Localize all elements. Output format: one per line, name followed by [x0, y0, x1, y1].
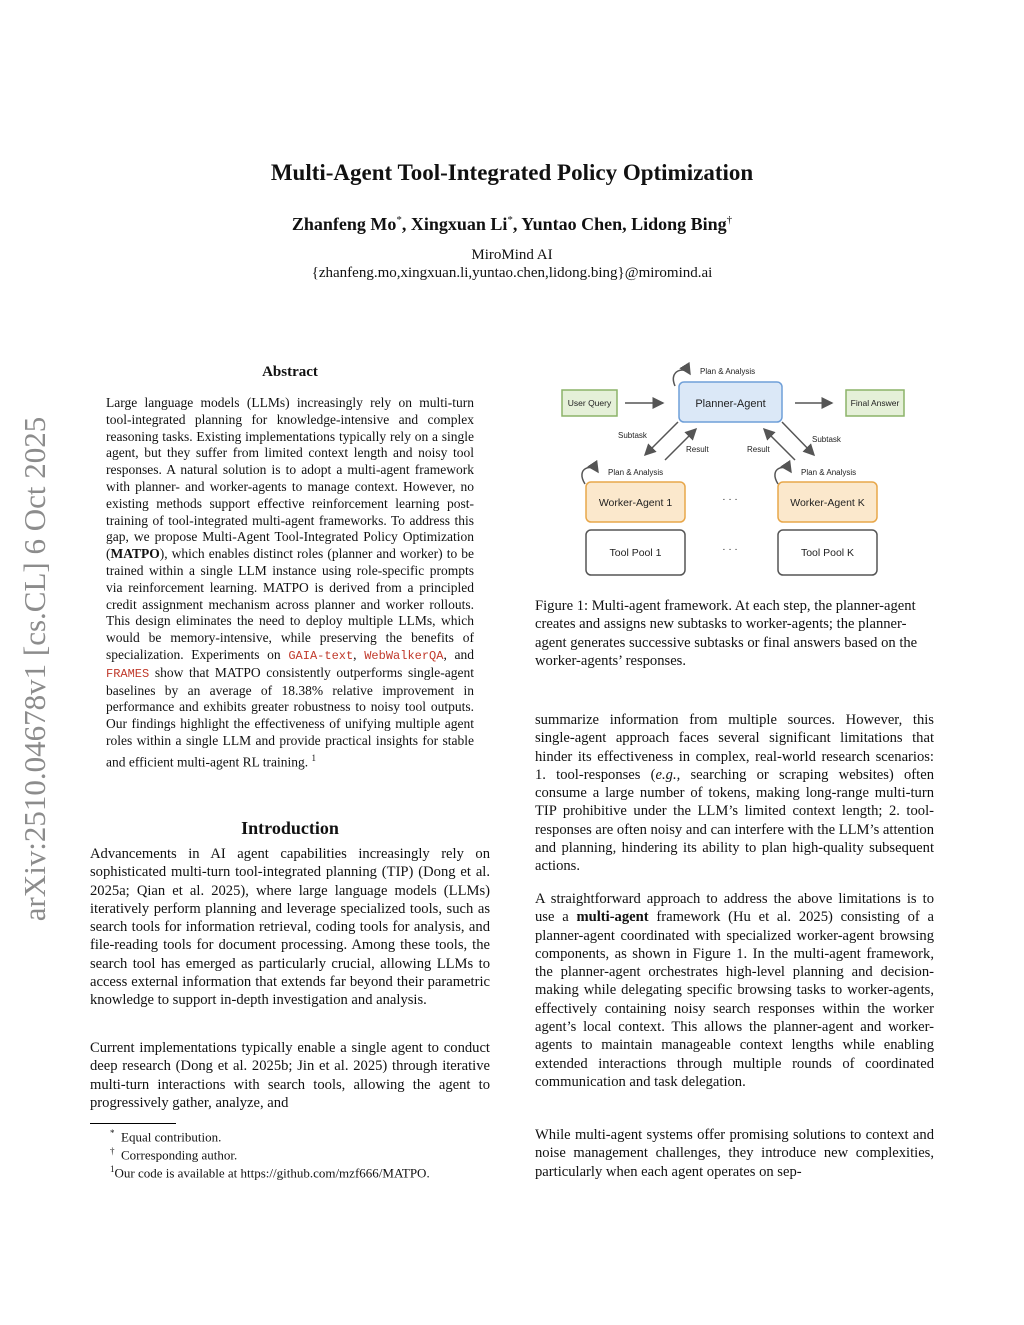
arrow: [782, 422, 814, 455]
user-query-label: User Query: [567, 398, 612, 408]
author-name: Lidong Bing: [631, 214, 727, 234]
abstract-text: Large language models (LLMs) increasingly rely on multi-turn tool-integrated planning for knowledge-intensive and complex reasoning tasks. Existing implementations typically rely on a single agent, but they suffer from limited context length and noisy tool responses. A natural solution is to adopt a multi-agent framework with planner- and worker-agents to manage context. However, no existing methods support effective reinforcement learning post-training of tool-integrated multi-agent frameworks. To address this gap, we propose Multi-Agent Tool-Integrated Policy Optimization (: [106, 395, 474, 562]
abstract-heading: Abstract: [262, 364, 318, 380]
abstract-text: ), which enables distinct roles (planner and worker) to be trained within a single LLM instance using role-specific prompts via reinforcement learning. MATPO is derived from a principled credit assignment mechanism across planner and worker rollouts. This design eliminates the need to deploy multiple LLMs, which would be memory-intensive, while preserving the benefits of specialization. Experiments on: [106, 546, 474, 662]
intro-paragraph-2: Current implementations typically enable a single agent to conduct deep research (Dong et al. 2025b; Jin et al. 2025) through iterative multi-turn interactions with search tools, allowing the agent to progressively gather, analyze, and: [90, 1040, 490, 1111]
arrow: [645, 422, 678, 455]
ellipsis: · · ·: [722, 494, 738, 505]
footnote: [110, 1161, 430, 1181]
footnote-text: Our code is available at https://github.com/mzf666/MATPO.: [114, 1165, 430, 1181]
abstract-text: ,: [353, 646, 365, 662]
author-mark: †: [726, 214, 733, 226]
result-label: Result: [747, 445, 770, 454]
tool-pool-1-label: Tool Pool 1: [609, 547, 662, 559]
worker-agent-k-label: Worker-Agent K: [790, 497, 865, 509]
author-mark: *: [396, 214, 402, 226]
author-list: Zhanfeng Mo*, Xingxuan Li*, Yuntao Chen, Lidong Bing†: [291, 214, 733, 234]
footnote-rule: [90, 1123, 176, 1124]
abstract-text: , and: [443, 646, 474, 662]
result-label: Result: [686, 445, 709, 454]
footnote-text: Corresponding author.: [121, 1147, 238, 1163]
footnote-mark: *: [110, 1128, 115, 1138]
planner-agent-label: Planner-Agent: [695, 398, 766, 410]
ellipsis: · · ·: [722, 544, 738, 555]
footnote-mark: †: [110, 1146, 115, 1156]
plan-analysis-label: Plan & Analysis: [801, 468, 857, 477]
intro-paragraph-1: Advancements in AI agent capabilities increasingly rely on sophisticated multi-turn tool-integrated planning (TIP) (Dong et al. 2025a; Qian et al. 2025), where large language models (LLMs) iteratively perform planning and leverage specialized tools, such as search tools for information retrieval, coding tools for analysis, and file-reading tools for document processing. Among these tools, the search tool has emerged as particularly crucial, allowing LLMs to access external information that extends far beyond their parametric knowledge to support in-depth investigation and analysis.: [90, 846, 490, 1009]
author-mark: *: [507, 214, 513, 226]
footnote-mark: 1: [110, 1164, 115, 1174]
arxiv-stamp: arXiv:2510.04678v1 [cs.CL] 6 Oct 2025: [17, 416, 52, 922]
worker-agent-1-label: Worker-Agent 1: [598, 497, 673, 509]
bold-term: multi-agent: [576, 909, 649, 926]
author-name: Xingxuan Li: [410, 214, 508, 234]
author-name: Zhanfeng Mo: [291, 214, 397, 234]
subtask-label: Subtask: [618, 431, 647, 440]
dataset-name: FRAMES: [106, 666, 150, 681]
body-text: summarize information from multiple sources. However, this single-agent approach faces several significant limitations that hinder its effectiveness in complex, real-world research scenarios: 1. tool-responses (: [535, 712, 934, 783]
right-paragraph-3: While multi-agent systems offer promising solutions to context and noise management challenges, they introduce new complexities, particularly when each agent operates on sep-: [535, 1127, 934, 1180]
author-name: Yuntao Chen: [521, 214, 623, 234]
body-text: framework (Hu et al. 2025) consisting of a planner-agent coordinated with specialized worker-agent browsing components, as shown in Figure 1. In the multi-agent framework, the planner-agent orchestrates high-level planning and decision-making while delegating specific browsing tasks to worker-agents, effectively containing noisy search responses within the worker agent’s local context. This allows the planner-agent and worker-agents to maintain manageable context lengths while enabling extended interactions through multiple rounds of coordinated communication and task delegation.: [535, 909, 934, 1090]
footnote-ref: 1: [311, 752, 316, 763]
figure-1-diagram: [550, 360, 930, 585]
tool-pool-k-label: Tool Pool K: [800, 547, 855, 559]
body-text: A straightforward approach to address the above limitations is to use a: [535, 891, 934, 926]
dataset-name: GAIA-text: [288, 648, 354, 663]
affiliation: MiroMind AI: [471, 247, 553, 263]
author-emails: {zhanfeng.mo,xingxuan.li,yuntao.chen,lidong.bing}@miromind.ai: [311, 265, 713, 281]
method-name: MATPO: [110, 546, 160, 562]
dataset-name: WebWalkerQA: [364, 648, 444, 663]
footnote-text: Equal contribution.: [121, 1129, 222, 1145]
subtask-label: Subtask: [812, 435, 841, 444]
plan-analysis-label: Plan & Analysis: [700, 367, 756, 376]
figure-1-caption: Figure 1: Multi-agent framework. At each step, the planner-agent creates and assigns new subtasks to worker-agents; the planner-agent generates successive subtasks or final answers based on the worker-agents’ responses.: [535, 598, 918, 669]
final-answer-label: Final Answer: [850, 398, 900, 408]
emphasis: e.g.,: [655, 766, 681, 783]
abstract-body: [106, 395, 474, 771]
abstract-text: show that MATPO consistently outperforms single-agent baselines by an average of 18.38% relative improvement in performance and exhibits greater robustness to noisy tool outputs. Our findings highlight the effectiveness of unifying multiple agent roles within a single LLM and provide practical insights for stable and efficient multi-agent RL training.: [106, 664, 474, 770]
right-paragraph-1: [535, 711, 934, 876]
body-text: searching or scraping websites) often consume a large number of tokens, making long-range multi-turn TIP prohibitive under the LLM’s limited context length; 2. tool-responses are often noisy and can interfere with the LLM’s attention and planning, hindering its ability to plan high-quality subsequent actions.: [535, 766, 934, 875]
paper-title: Multi-Agent Tool-Integrated Policy Optimization: [270, 160, 754, 185]
right-paragraph-2: [535, 890, 934, 1091]
plan-analysis-label: Plan & Analysis: [608, 468, 664, 477]
section-heading-introduction: Introduction: [241, 818, 339, 838]
